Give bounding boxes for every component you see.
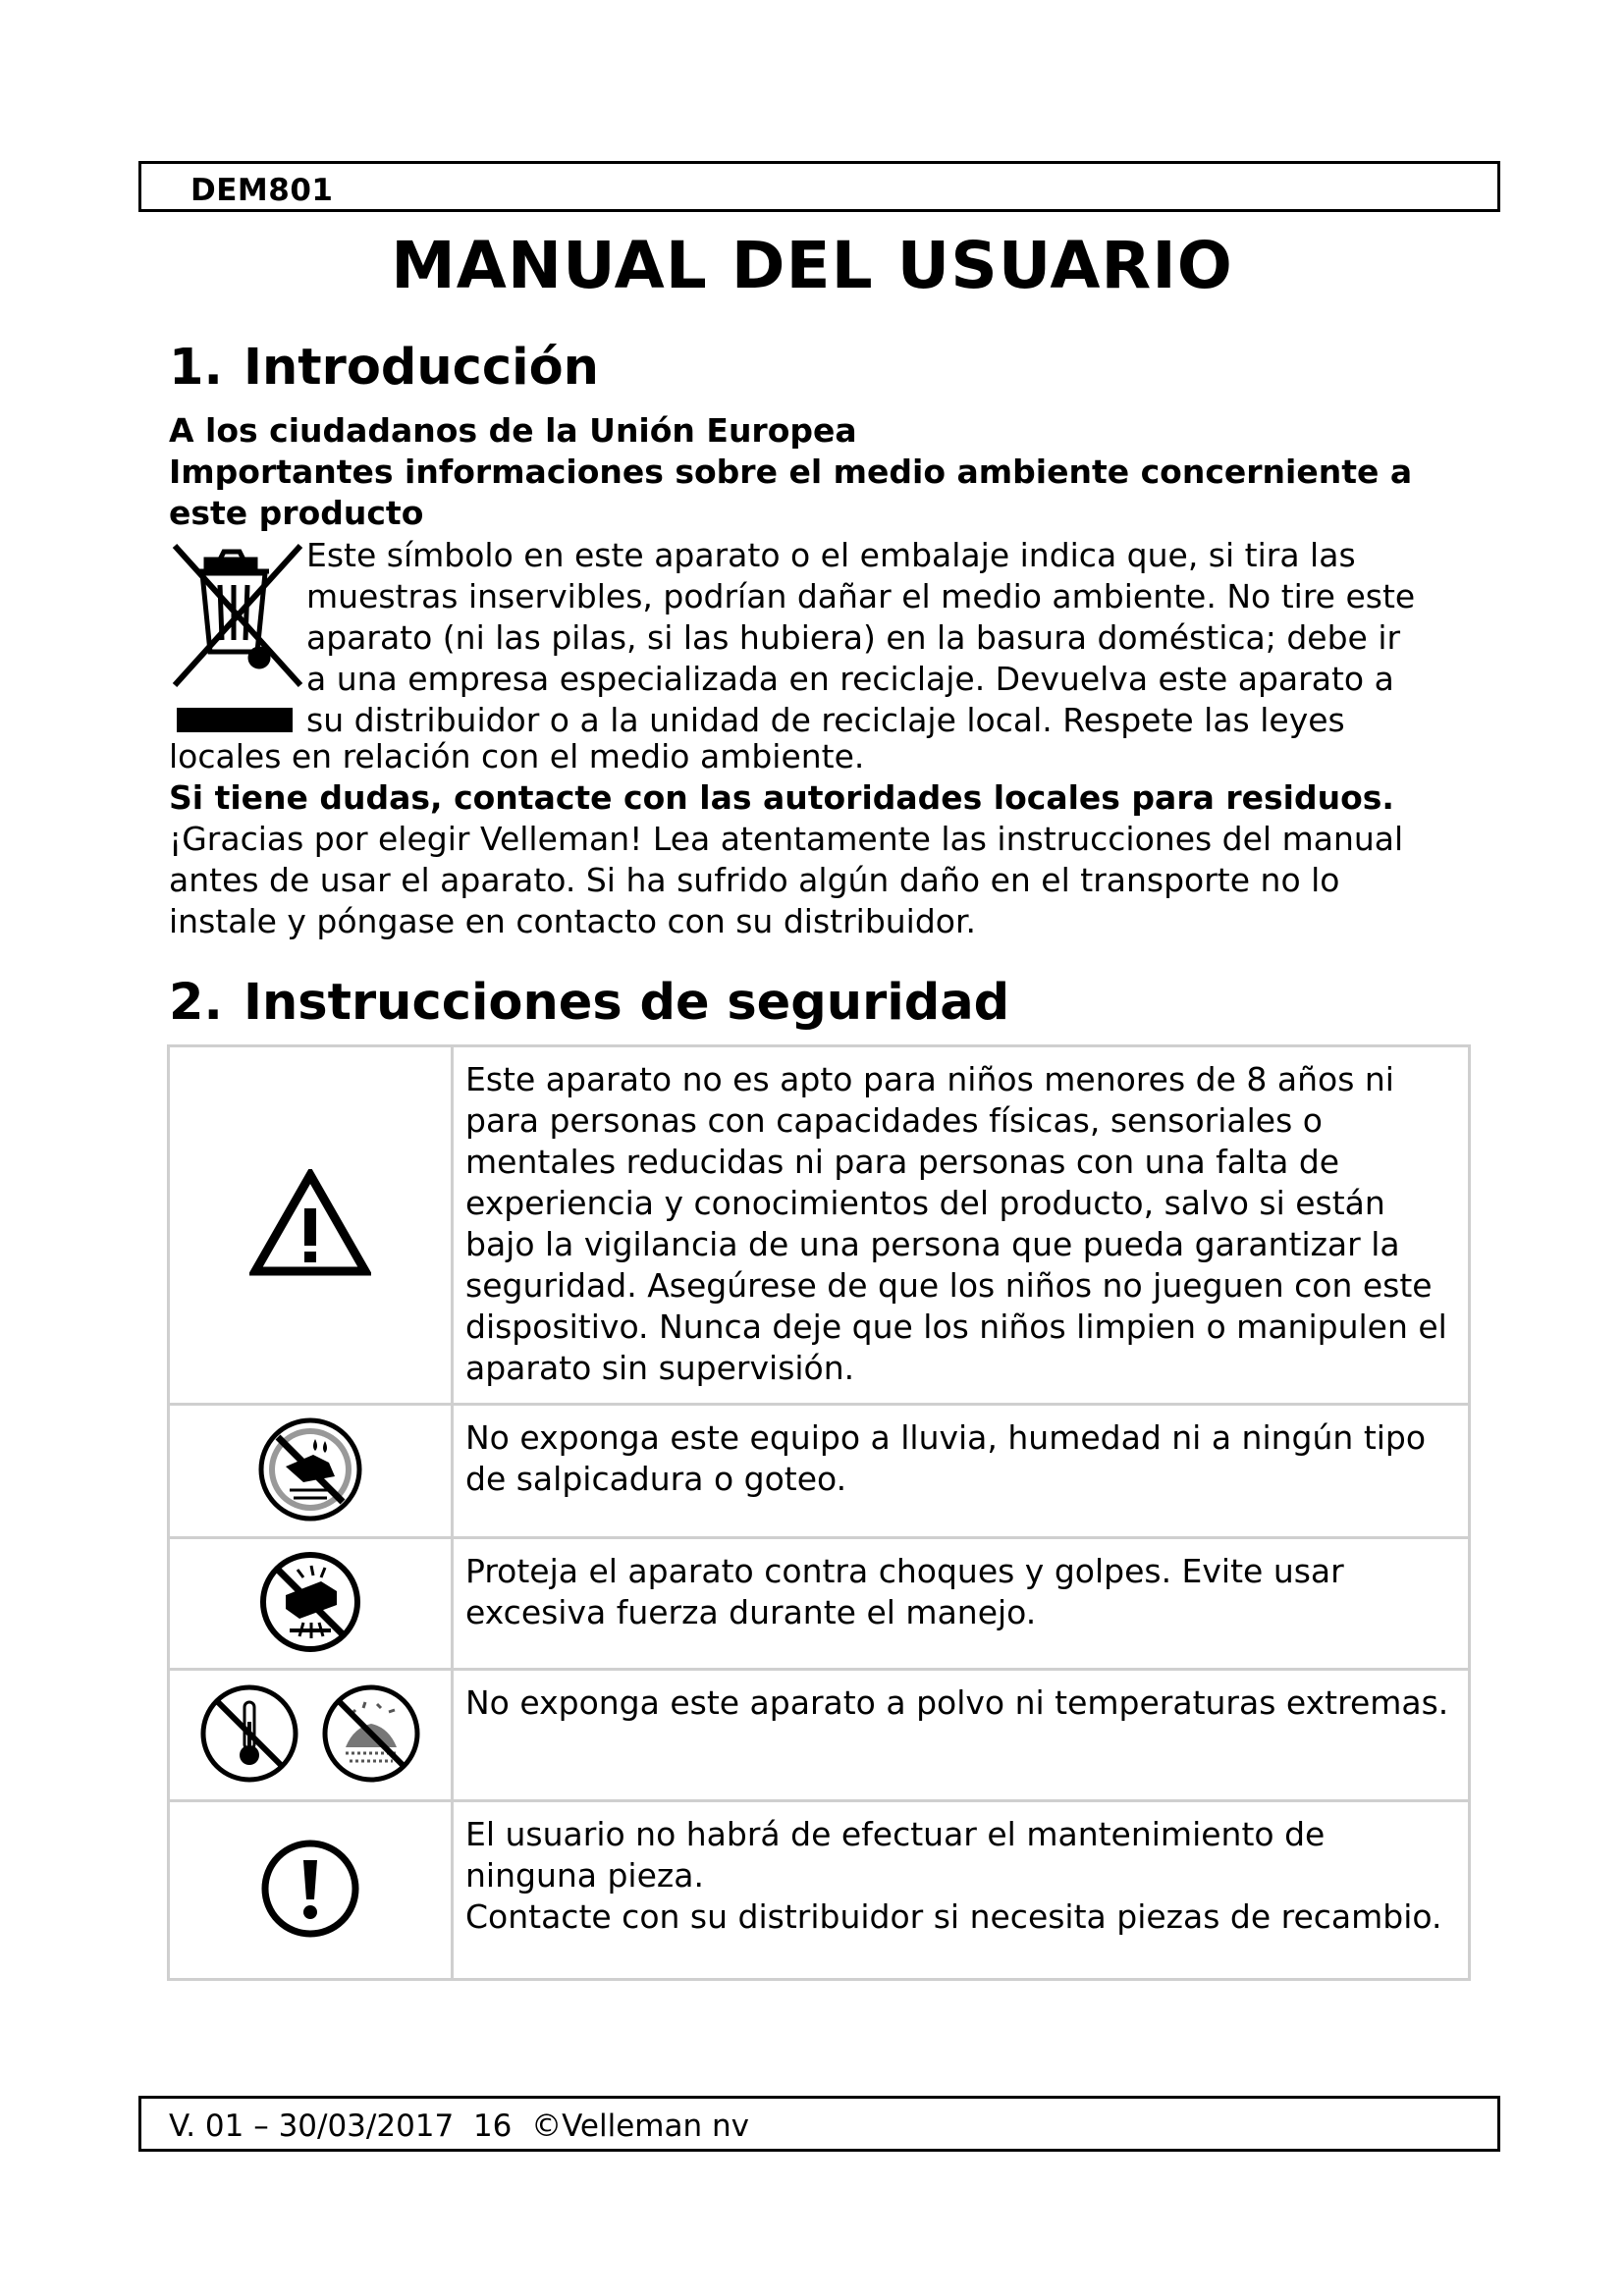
safety-text: Proteja el aparato contra choques y golpes. Evite usar excesiva fuerza durante el manejo. [465, 1552, 1344, 1631]
icon-cell [169, 1670, 453, 1801]
warning-triangle-icon [249, 1169, 371, 1277]
eu-citizens-line: A los ciudadanos de la Unión Europea [169, 411, 857, 450]
thanks-line: instale y póngase en contacto con su distribuidor. [169, 902, 977, 940]
weee-text-line: su distribuidor o a la unidad de reciclaje local. Respete las leyes [306, 701, 1345, 739]
weee-black-bar [177, 708, 293, 732]
weee-text-line: aparato (ni las pilas, si las hubiera) en la basura doméstica; debe ir [306, 618, 1401, 657]
icon-cell [169, 1405, 453, 1538]
footer-box [138, 2096, 1500, 2152]
no-shock-icon [256, 1548, 364, 1656]
model-number: DEM801 [190, 173, 334, 208]
no-moisture-icon [256, 1415, 364, 1523]
weee-text-line: a una empresa especializada en reciclaje. Devuelva este aparato a [306, 660, 1394, 698]
footer-version-text: V. 01 – 30/03/2017 16 ©Velleman nv [169, 2109, 749, 2144]
table-row [169, 1405, 1470, 1538]
weee-text-line: locales en relación con el medio ambiente. [169, 737, 865, 775]
section-1-heading [169, 339, 599, 397]
section-2-title: Instrucciones de seguridad [244, 974, 1010, 1032]
document-title: MANUAL DEL USUARIO [391, 228, 1233, 303]
no-extreme-temperature-icon [198, 1682, 300, 1785]
weee-text-line: muestras inservibles, podrían dañar el medio ambiente. No tire este [306, 577, 1416, 615]
text-cell [453, 1538, 1470, 1670]
text-cell [453, 1801, 1470, 1980]
no-dust-icon [320, 1682, 422, 1785]
text-cell [453, 1046, 1470, 1405]
weee-text-line: Este símbolo en este aparato o el embalaje indica que, si tira las [306, 536, 1356, 574]
header-box [138, 161, 1500, 212]
safety-text: No exponga este aparato a polvo ni temperaturas extremas. [465, 1683, 1449, 1722]
environment-info-line-2: este producto [169, 494, 424, 532]
section-2-number: 2. [169, 974, 223, 1032]
safety-text: No exponga este equipo a lluvia, humedad ni a ningún tipo de salpicadura o goteo. [465, 1418, 1427, 1498]
text-cell [453, 1405, 1470, 1538]
environment-info-line: Importantes informaciones sobre el medio ambiente concerniente a [169, 453, 1413, 491]
section-1-number: 1. [169, 339, 223, 397]
thanks-line: antes de usar el aparato. Si ha sufrido algún daño en el transporte no lo [169, 861, 1340, 899]
caution-exclamation-icon [258, 1837, 362, 1941]
safety-table [167, 1044, 1471, 1981]
table-row [169, 1670, 1470, 1801]
table-row [169, 1801, 1470, 1980]
icon-cell [169, 1538, 453, 1670]
table-row [169, 1046, 1470, 1405]
section-1-title: Introducción [244, 339, 599, 397]
table-row [169, 1538, 1470, 1670]
text-cell [453, 1670, 1470, 1801]
safety-text: El usuario no habrá de efectuar el mantenimiento de ninguna pieza. [465, 1815, 1326, 1895]
safety-text: Contacte con su distribuidor si necesita piezas de recambio. [465, 1897, 1442, 1936]
safety-text: Este aparato no es apto para niños menores de 8 años ni para personas con capacidades físicas, sensoriales o mentales reducidas ni para personas con una falta de experiencia y conocimientos del producto, salvo si están bajo la vigilancia de una persona que pueda garantizar la seguridad. Asegúrese de que los niños no jueguen con este dispositivo. Nunca deje que los niños limpien o manipulen el aparato sin supervisión. [465, 1060, 1447, 1387]
doubts-line: Si tiene dudas, contacte con las autoridades locales para residuos. [169, 778, 1394, 817]
icon-cell [169, 1046, 453, 1405]
weee-bin-icon [169, 542, 304, 689]
thanks-line: ¡Gracias por elegir Velleman! Lea atentamente las instrucciones del manual [169, 820, 1404, 858]
icon-cell [169, 1801, 453, 1980]
section-2-heading [169, 974, 1009, 1032]
